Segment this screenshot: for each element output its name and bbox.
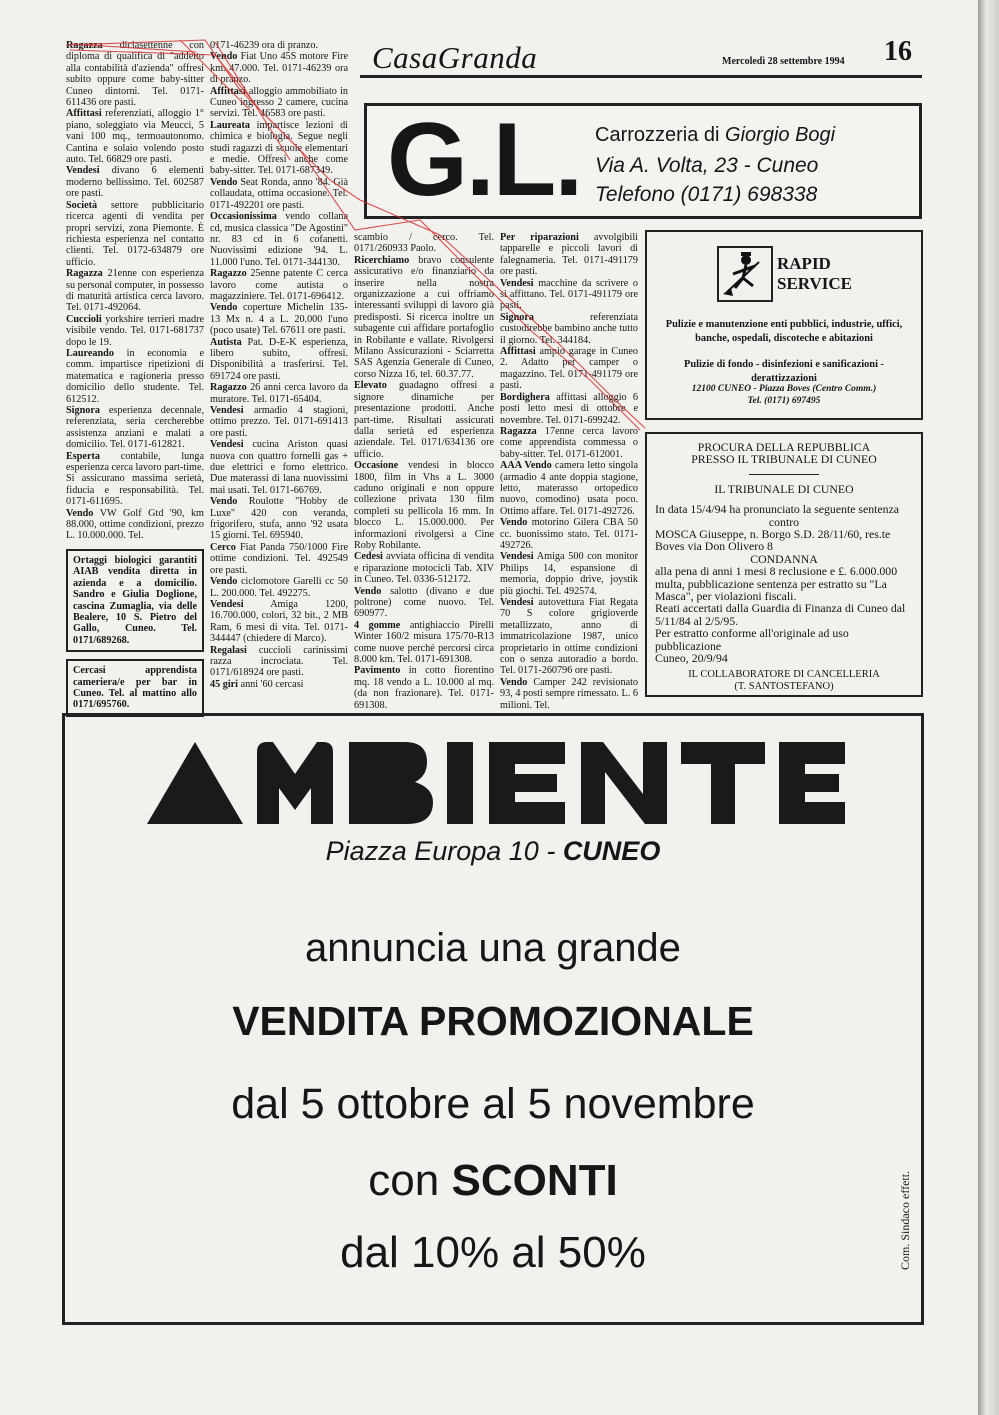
classified-ad-head: Vendesi bbox=[210, 598, 244, 610]
classified-ad-text: avvolgibili tapparelle e piccoli lavori di falegnameria. Tel. 0171-491179 ore pasti. bbox=[500, 232, 638, 278]
ambiente-sconti: SCONTI bbox=[451, 1156, 618, 1205]
classified-ad-head: Cerco bbox=[210, 541, 236, 553]
classified-ad-text: scambio / cerco. Tel. 0171/260933 Paolo. bbox=[354, 232, 494, 255]
classified-ad bbox=[210, 599, 348, 645]
boxed-classified: Cercasi apprendista cameriera/e per bar in Cuneo. Tel. al mattino allo 0171/695760. bbox=[66, 659, 204, 717]
notice-heading-1: PROCURA DELLA REPUBBLICA bbox=[697, 440, 871, 454]
classified-ad-text: contabile, lunga esperienza cerca lavoro part-time. Si assicurano massima serietà, fiducia e responsabilità. Tel. 0171-611695. bbox=[66, 450, 205, 508]
classified-ad-head: Regalasi bbox=[210, 644, 247, 656]
classified-ad bbox=[354, 586, 494, 620]
rapid-phone: Tel. (0171) 697495 bbox=[747, 396, 821, 406]
boxed-classified: Ortaggi biologici garantiti AIAB vendita diretta in azienda e a domicilio. Sandro e Giulia Doglione, cascina Zumaglia, via delle Bealere, 10 S. Pietro del Gallo, Cuneo. Tel. 0171/689268. bbox=[66, 549, 204, 652]
classified-ad bbox=[210, 496, 348, 542]
classified-ad-text: affittasi alloggio 6 posti letto mesi di ottobre e novembre. Tel. 0171-699242. bbox=[500, 391, 639, 426]
masthead-date: Mercoledì 28 settembre 1994 bbox=[722, 56, 845, 67]
classified-ad-text: ciclomotore Garelli cc 50 L. 200.000. Tel. 492275. bbox=[210, 576, 349, 599]
classified-ad-head: Signora bbox=[66, 405, 100, 416]
classified-ad bbox=[500, 346, 638, 392]
gl-line-1 bbox=[595, 124, 835, 147]
classified-ad-text: cuccioli carinissimi razza incrociata. Tel. 0171/618924 ore pasti. bbox=[210, 644, 348, 679]
notice-crimes: Reati accertati dalla Guardia di Finanza di Cuneo dal 5/11/84 al 2/5/95. bbox=[655, 601, 906, 628]
gl-logo: G.L. bbox=[387, 102, 582, 218]
classified-ad bbox=[210, 337, 348, 383]
classified-ad bbox=[66, 314, 204, 348]
notice-signature-2: (T. SANTOSTEFANO) bbox=[734, 680, 834, 692]
classified-ad-text: referenziati, alloggio 1° piano, soleggiato via Meucci, 5 vani 100 mq., termoautonomo. Cantina e solaio volendo posto auto. Tel. 66829 ore pasti. bbox=[66, 108, 204, 166]
classified-ad-head: Vendo bbox=[210, 176, 238, 188]
classified-ad bbox=[500, 426, 638, 460]
rapid-service-ad bbox=[645, 230, 923, 420]
classified-ad-head: Affittasi bbox=[210, 85, 246, 97]
classified-ad-text: Amiga 1200, 16.700.000, colori, 32 bit., 2 MB Ram, 6 mesi di vita. Tel. 0171-344447 (chiedere di Marco). bbox=[210, 598, 348, 645]
classified-ad-head: Vendo bbox=[210, 496, 238, 508]
classified-ad-head: Vendo bbox=[210, 302, 238, 314]
classified-ad bbox=[500, 677, 638, 711]
classified-ad-head: Vendo bbox=[500, 676, 528, 688]
gl-phone: Telefono (0171) 698338 bbox=[595, 183, 818, 206]
page-number: 16 bbox=[884, 36, 912, 67]
classified-ad-text: vendesi in blocco 1800, film in Vhs a L. 3000 caduno originali e non oppure collezione privata 130 film completi su pellicola 16 mm. In blocco L. 15.000.000. Per informazioni rivolgersi a Cine Roby Robilante. bbox=[354, 460, 495, 551]
classified-ad-head: Ragazza bbox=[66, 40, 103, 51]
classified-ad-head: Vendo bbox=[210, 51, 238, 63]
classified-ad-text: cucina Ariston quasi nuova con quattro fornelli gas + due elettrici e forno elettrico. Due materassi di lana nuovissimi mai usati. Tel. 0171-66769. bbox=[210, 439, 349, 496]
classified-ad bbox=[500, 232, 638, 278]
rapid-name bbox=[777, 254, 852, 294]
notice-sentence: alla pena di anni 1 mesi 8 reclusione e £. 6.000.000 multa, pubblicazione sentenza per estratto su "La Masca", per violazioni fiscali. bbox=[655, 564, 898, 604]
classified-ad-head: Laureata bbox=[210, 119, 250, 131]
rapid-address: 12100 CUNEO - Piazza Boves (Centro Comm.) bbox=[691, 384, 877, 394]
gl-owner-name: Giorgio Bogi bbox=[725, 124, 836, 146]
classified-ad-head: Esperta bbox=[66, 450, 100, 462]
classified-ad-head: Pavimento bbox=[354, 665, 401, 677]
ambiente-line-1: annuncia una grande bbox=[305, 926, 681, 970]
classified-ad bbox=[210, 268, 348, 302]
notice-heading-2: PRESSO IL TRIBUNALE DI CUNEO bbox=[691, 452, 877, 467]
ambiente-ad bbox=[62, 713, 924, 1325]
classified-ad bbox=[66, 200, 204, 268]
classified-ad-text: ampio garage in Cuneo 2. Adatto per camper o magazzino. Tel. 0171-491179 ore pasti. bbox=[500, 346, 639, 392]
classified-column-2 bbox=[210, 40, 348, 702]
classified-ad bbox=[66, 268, 204, 314]
classified-ad-head: Autista bbox=[210, 336, 242, 348]
classified-ad-text: avviata officina di vendita e riparazione motocicli Tab. XIV in Cuneo. Tel. 0336-512172. bbox=[354, 551, 494, 586]
classified-ad-head: Vendesi bbox=[500, 277, 534, 289]
classified-ad-head: Vendesi bbox=[210, 405, 244, 416]
classified-ad-text: impartisce lezioni di chimica e biologia. Segue negli studi ragazzi di scuole elementari e medie. Offresi anche come baby-sitter. Tel. 0171-687349. bbox=[210, 119, 348, 177]
ambiente-city: CUNEO bbox=[562, 836, 661, 866]
ambiente-con: con bbox=[368, 1156, 452, 1205]
classified-ad-text: vendo collana cd, musica classica "De Agostini" nr. 83 cd in 6 cofanetti. Nuovissimi edizione '94. L. 11.000 l'uno. Tel. 0171-344130. bbox=[210, 211, 349, 268]
classified-ad-head: Vendo bbox=[500, 517, 528, 529]
classified-ad bbox=[66, 405, 204, 451]
classified-ad-head: Cedesi bbox=[354, 551, 383, 563]
classified-ad bbox=[500, 312, 638, 346]
classified-ad bbox=[354, 551, 494, 585]
ambiente-logo bbox=[145, 738, 845, 828]
page-edge bbox=[978, 0, 999, 1415]
classified-ad bbox=[500, 551, 638, 597]
classified-ad-text: 26 anni cerca lavoro da muratore. Tel. 0171-65404. bbox=[210, 382, 348, 405]
classified-ad bbox=[210, 405, 348, 439]
classified-ad-head: Società bbox=[66, 199, 98, 211]
classified-ad-head: Per riparazioni bbox=[500, 232, 579, 243]
classified-ad-text: 21enne con esperienza su personal computer, in possesso di maturità artistica cerca lavoro. Tel. 0171-492064. bbox=[66, 268, 204, 314]
classified-ad bbox=[210, 542, 348, 576]
classified-ad bbox=[210, 40, 348, 51]
classified-ad-head: Vendesi bbox=[500, 551, 534, 563]
side-note: Com. Sindaco effett. bbox=[898, 1170, 912, 1270]
classified-ad bbox=[354, 460, 494, 551]
classified-ad-text: coperture Michelin 135-13 Mx n. 4 a L. 20.000 l'uno (poco usate) Tel. 67611 ore pasti. bbox=[210, 302, 349, 337]
classified-ad-text: armadio 4 stagioni, ottimo prezzo. Tel. 0171-691413 ore pasti. bbox=[210, 405, 348, 439]
classified-ad bbox=[210, 576, 348, 599]
classified-ad-text: esperienza decennale, referenziata, seria cercherebbe assistenza anziani e malati a domicilio. Tel. 0171-612821. bbox=[66, 405, 204, 451]
ambiente-address bbox=[65, 836, 921, 867]
classified-ad-text: Seat Ronda, anno '84. Già collaudata, ottima occasione. Tel. 0171-492201 ore pasti. bbox=[210, 176, 348, 211]
classified-ad-text: anni '60 cercasi bbox=[240, 678, 304, 690]
rapid-services-2: Pulizie di fondo - disinfezioni e sanificazioni - derattizzazioni bbox=[683, 359, 885, 384]
classified-ad-text: autovettura Fiat Regata 70 S colore grigioverde metallizzato, anno di immatricolazione 1987, unico proprietario in ottime condizioni con o senza autoradio a bordo. Tel. 0171-260796 ore pasti. bbox=[500, 597, 638, 677]
notice-extract: Per estratto conforme all'originale ad uso pubblicazione bbox=[655, 626, 849, 653]
classified-ad-head: Occasionissima bbox=[210, 211, 277, 223]
classified-ad-head: Bordighera bbox=[500, 391, 550, 403]
classified-ad-head: Vendesi bbox=[210, 439, 244, 451]
classified-ad bbox=[210, 51, 348, 85]
classified-ad-text: VW Golf Gtd '90, km 88.000, ottime condizioni, prezzo L. 10.000.000. Tel. bbox=[66, 507, 204, 542]
classified-ad bbox=[500, 460, 638, 517]
classified-column-1 bbox=[66, 40, 205, 711]
classified-ad-head: 4 gomme bbox=[354, 619, 401, 631]
classified-ad-head: Cuccioli bbox=[66, 313, 102, 325]
classified-ad-head: Occasione bbox=[354, 460, 399, 472]
classified-ad bbox=[210, 211, 348, 268]
classified-column-3 bbox=[354, 232, 495, 711]
classified-ad bbox=[210, 86, 348, 120]
ambiente-line-5: dal 10% al 50% bbox=[340, 1228, 646, 1277]
classified-column-4 bbox=[500, 232, 639, 711]
classified-ad bbox=[210, 439, 348, 496]
classified-ad bbox=[354, 232, 494, 255]
classified-ad-text: 25enne patente C cerca lavoro come autista o magazziniere. Tel. 0171-696412. bbox=[210, 268, 349, 302]
classified-ad-text: 0171-46239 ora di pranzo. bbox=[210, 40, 319, 51]
classified-ad-text: settore pubblicitario ricerca agenti di vendita per propri servizi, zona Piemonte. È richiesta esperienza nel contatto clienti. Tel. 0172-634879 ore ufficio. bbox=[66, 199, 204, 268]
classified-ad-head: Vendo bbox=[210, 576, 238, 588]
classified-ad-head: Ragazzo bbox=[210, 268, 247, 280]
court-notice bbox=[645, 432, 923, 697]
classified-ad-head: Vendo bbox=[66, 507, 94, 519]
classified-ad bbox=[500, 517, 638, 551]
classified-ad-head: Affittasi bbox=[500, 346, 536, 358]
notice-contro: contro bbox=[768, 514, 800, 529]
classified-ad bbox=[210, 302, 348, 336]
classified-ad-text: yorkshire terrieri madre visibile vendo. Tel. 0171-681737 dopo le 19. bbox=[66, 313, 204, 348]
classified-ad-text: salotto (divano e due poltrone) come nuovo. Tel. 690977. bbox=[354, 585, 495, 620]
classified-ad-text: in cotto fiorentino mq. 18 vendo a L. 10.000 al mq. (da non frazionare). Tel. 0171-691308. bbox=[354, 665, 494, 711]
rapid-services-1: Pulizie e manutenzione enti pubblici, industrie, uffici, banche, ospedali, discoteche e abitazioni bbox=[665, 319, 903, 344]
classified-ad-text: Camper 242 revisionato 93, 4 posti sempre rimessato. L. 6 milioni. Tel. bbox=[500, 676, 639, 711]
classified-ad-text: macchine da scrivere o si affittano. Tel. 0171-491179 ore pasti. bbox=[500, 277, 638, 312]
classified-ad-text: divano 6 elementi moderno bellissimo. Tel. 602587 ore pasti. bbox=[66, 165, 204, 200]
rapid-name-line-1: RAPID bbox=[777, 254, 831, 273]
classified-ad-text: Pat. D-E-K esperienza, libero subito, offresi. Disponibilità a trasferirsi. Tel. 691724 ore pasti. bbox=[210, 336, 348, 382]
notice-date: Cuneo, 20/9/94 bbox=[655, 651, 728, 666]
classified-ad bbox=[210, 120, 348, 177]
notice-paragraph-1: In data 15/4/94 ha pronunciato la seguente sentenza bbox=[655, 502, 900, 517]
masthead-rule bbox=[360, 75, 922, 78]
gl-address: Via A. Volta, 23 - Cuneo bbox=[595, 154, 819, 177]
classified-ad-head: Vendo bbox=[354, 585, 382, 597]
classified-ad-text: motorino Gilera CBA 50 cc. buonissimo stato. Tel. 0171-492726. bbox=[500, 517, 638, 551]
ambiente-street: Piazza Europa 10 - bbox=[325, 836, 563, 866]
classified-ad-head: Vendesi bbox=[500, 597, 534, 608]
classified-ad-head: Ragazza bbox=[500, 425, 537, 437]
classified-ad bbox=[66, 165, 204, 199]
classified-ad bbox=[210, 679, 348, 690]
classified-ad bbox=[354, 665, 494, 711]
classified-ad-head: Ragazza bbox=[66, 268, 103, 280]
ambiente-line-2: VENDITA PROMOZIONALE bbox=[232, 998, 754, 1044]
classified-ad-head: Affittasi bbox=[66, 108, 102, 120]
classified-ad-text: Amiga 500 con monitor Philips 14, espansione di memoria, doppio drive, joystik più giochi. Tel. 492574. bbox=[500, 551, 638, 597]
classified-ad-text: bravo consulente assicurativo e/o finanziario da inserire nella nostra organizzazione a cui offriamo interessanti sviluppi di lavoro già predisposti. Si ricerca inoltre un subagente cui affidare portafoglio in Robilante e vallate. Rivolgersi Milano Assicurazioni - Sciarretta SAS Agenzia Generale di Cuneo, corso Nizza 16, tel. 60.37.77. bbox=[354, 254, 494, 380]
notice-divider bbox=[749, 474, 819, 475]
classified-ad-text: referenziata custodirebbe bambino anche tutto il giorno. Tel. 344184. bbox=[500, 311, 638, 346]
carrozzeria-ad bbox=[364, 103, 922, 219]
classified-ad-text: Fiat Uno 45S motore Fire km. 47.000. Tel. 0171-46239 ora di pranzo. bbox=[210, 51, 349, 86]
notice-heading-3: IL TRIBUNALE DI CUNEO bbox=[714, 481, 854, 496]
classified-ad-head: AAA Vendo bbox=[500, 460, 552, 472]
classified-ad-head: Laureando bbox=[66, 347, 114, 359]
classified-ad-head: Ragazzo bbox=[210, 382, 247, 394]
classified-ad bbox=[66, 108, 204, 165]
classified-ad-head: 45 giri bbox=[210, 678, 239, 690]
classified-ad bbox=[66, 40, 204, 108]
classified-ad-text: alloggio ammobiliato in Cuneo ingresso 2 camere, cucina servizi. Tel. 46583 ore pasti. bbox=[210, 85, 349, 120]
classified-ad bbox=[500, 278, 638, 312]
classified-ad bbox=[354, 255, 494, 380]
classified-ad-text: antighiaccio Pirelli Winter 160/2 misura 175/70-R13 come nuove perché percorsi circa 8.000 km. Tel. 0171-691308. bbox=[354, 619, 495, 666]
classified-ad bbox=[210, 645, 348, 679]
gl-line-1-prefix: Carrozzeria di bbox=[595, 124, 726, 146]
classified-ad bbox=[500, 392, 638, 426]
notice-signature-1: IL COLLABORATORE DI CANCELLERIA bbox=[688, 668, 880, 680]
classified-ad bbox=[500, 597, 638, 677]
classified-ad-text: Fiat Panda 750/1000 Fire ottime condizioni. Tel. 492549 ore pasti. bbox=[210, 541, 348, 576]
classified-ad bbox=[354, 380, 494, 460]
classified-ad-head: Elevato bbox=[354, 380, 387, 392]
classified-ad bbox=[66, 508, 204, 542]
ambiente-line-3: dal 5 ottobre al 5 novembre bbox=[231, 1080, 755, 1128]
classified-ad bbox=[66, 451, 204, 508]
notice-condanna: CONDANNA bbox=[750, 551, 818, 566]
ambiente-line-4 bbox=[65, 1156, 921, 1206]
classified-ad-head: Vendesi bbox=[66, 165, 100, 177]
rapid-name-line-2: SERVICE bbox=[777, 274, 852, 293]
classified-ad bbox=[210, 382, 348, 405]
classified-ad-text: 17enne cerca lavoro come apprendista commessa o baby-sitter. Tel. 0171-612001. bbox=[500, 425, 638, 460]
cleaner-icon bbox=[717, 246, 773, 302]
classified-ad-head: Ricerchiamo bbox=[354, 254, 410, 266]
classified-ad-text: in economia e comm. impartisce ripetizioni di matematica e ragioneria presso domicilio dello studente. Tel. 612512. bbox=[66, 347, 204, 405]
notice-defendant: MOSCA Giuseppe, n. Borgo S.D. 28/11/60, res.te Boves via Don Olivero 8 bbox=[655, 527, 891, 554]
classified-ad-head: Signora bbox=[500, 311, 534, 323]
masthead-title: CasaGranda bbox=[372, 40, 538, 75]
classified-ad-text: Roulotte "Hobby de Luxe" 420 con veranda, frigorifero, stufa, anno '92 usata 15 giorni. Tel. 695940. bbox=[210, 496, 348, 542]
classified-ad-text: diciasettenne con diploma di qualifica di "addetto alla contabilità d'azienda" offresi subito oppure come baby-sitter Cuneo dintorni. Tel. 0171-611436 ore pasti. bbox=[66, 40, 205, 109]
classified-ad-text: camera letto singola (armadio 4 ante doppia stagione, letto, materasso ortopedico nuovo, comodino) usata poco. Ottimo affare. Tel. 0171-492726. bbox=[500, 460, 638, 517]
classified-ad bbox=[354, 620, 494, 666]
classified-ad bbox=[66, 348, 204, 405]
classified-ad bbox=[210, 177, 348, 211]
classified-ad-text: guadagno offresi a signore dinamiche per presentazione prodotti. Anche part-time. Risultati assicurati dalla serietà ed esperienza aziendale. Tel. 0171/634136 ore ufficio. bbox=[354, 380, 494, 460]
